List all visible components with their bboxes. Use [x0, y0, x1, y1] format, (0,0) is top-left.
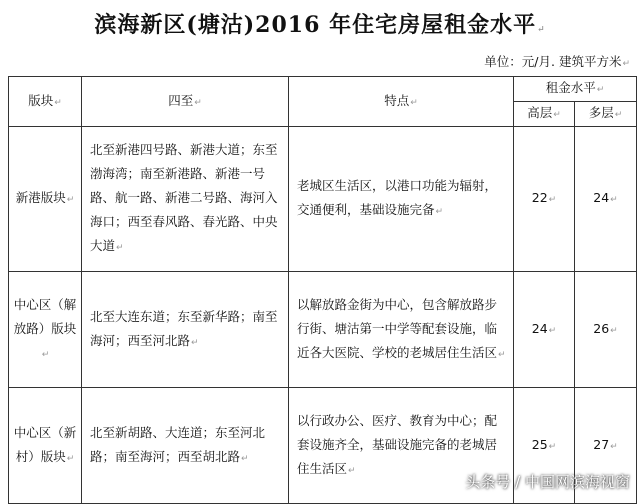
bounds-cell: 北至大连东道；东至新华路；南至海河；西至河北路↵ — [82, 272, 289, 388]
multi-story-cell: 26↵ — [575, 272, 637, 388]
page-title — [0, 8, 640, 39]
multi-story-cell: 24↵ — [575, 127, 637, 272]
features-cell: 以行政办公、医疗、教育为中心；配套设施齐全，基础设施完备的老城居住生活区↵ — [289, 388, 514, 504]
header-high-rise: 高层↵ — [514, 102, 575, 127]
block-cell: 中心区（新村）版块↵ — [9, 388, 82, 504]
features-cell: 老城区生活区，以港口功能为辐射，交通便利，基础设施完备↵ — [289, 127, 514, 272]
high-rise-cell: 25↵ — [514, 388, 575, 504]
watermark-text: 头条号 / 中国网滨海视窗 — [465, 473, 630, 491]
paragraph-mark: ↵ — [537, 25, 546, 35]
features-cell: 以解放路金街为中心，包含解放路步行街、塘沽第一中学等配套设施，临近各大医院、学校的老城居住生活区↵ — [289, 272, 514, 388]
table-row — [9, 272, 637, 388]
header-row — [9, 77, 637, 102]
unit-note — [484, 52, 630, 70]
header-block: 版块↵ — [9, 77, 82, 127]
multi-story-cell: 27↵ — [575, 388, 637, 504]
title-text: 滨海新区(塘沽)2016 年住宅房屋租金水平 — [94, 12, 537, 38]
paragraph-mark: ↵ — [622, 59, 630, 69]
rent-table — [8, 76, 637, 504]
watermark — [465, 471, 630, 492]
unit-text: 单位：元/月. 建筑平方米 — [484, 54, 622, 69]
header-rent-level: 租金水平↵ — [514, 77, 637, 102]
header-features: 特点↵ — [289, 77, 514, 127]
header-bounds: 四至↵ — [82, 77, 289, 127]
high-rise-cell: 24↵ — [514, 272, 575, 388]
bounds-cell: 北至新胡路、大连道；东至河北路；南至海河；西至胡北路↵ — [82, 388, 289, 504]
high-rise-cell: 22↵ — [514, 127, 575, 272]
table-row — [9, 127, 637, 272]
block-cell: 新港版块↵ — [9, 127, 82, 272]
bounds-cell: 北至新港四号路、新港大道；东至渤海湾；南至新港路、新港一号路、航一路、新港二号路、海河入海口；西至春风路、春光路、中央大道↵ — [82, 127, 289, 272]
block-cell: 中心区（解放路）版块↵ — [9, 272, 82, 388]
header-multi-story: 多层↵ — [575, 102, 637, 127]
